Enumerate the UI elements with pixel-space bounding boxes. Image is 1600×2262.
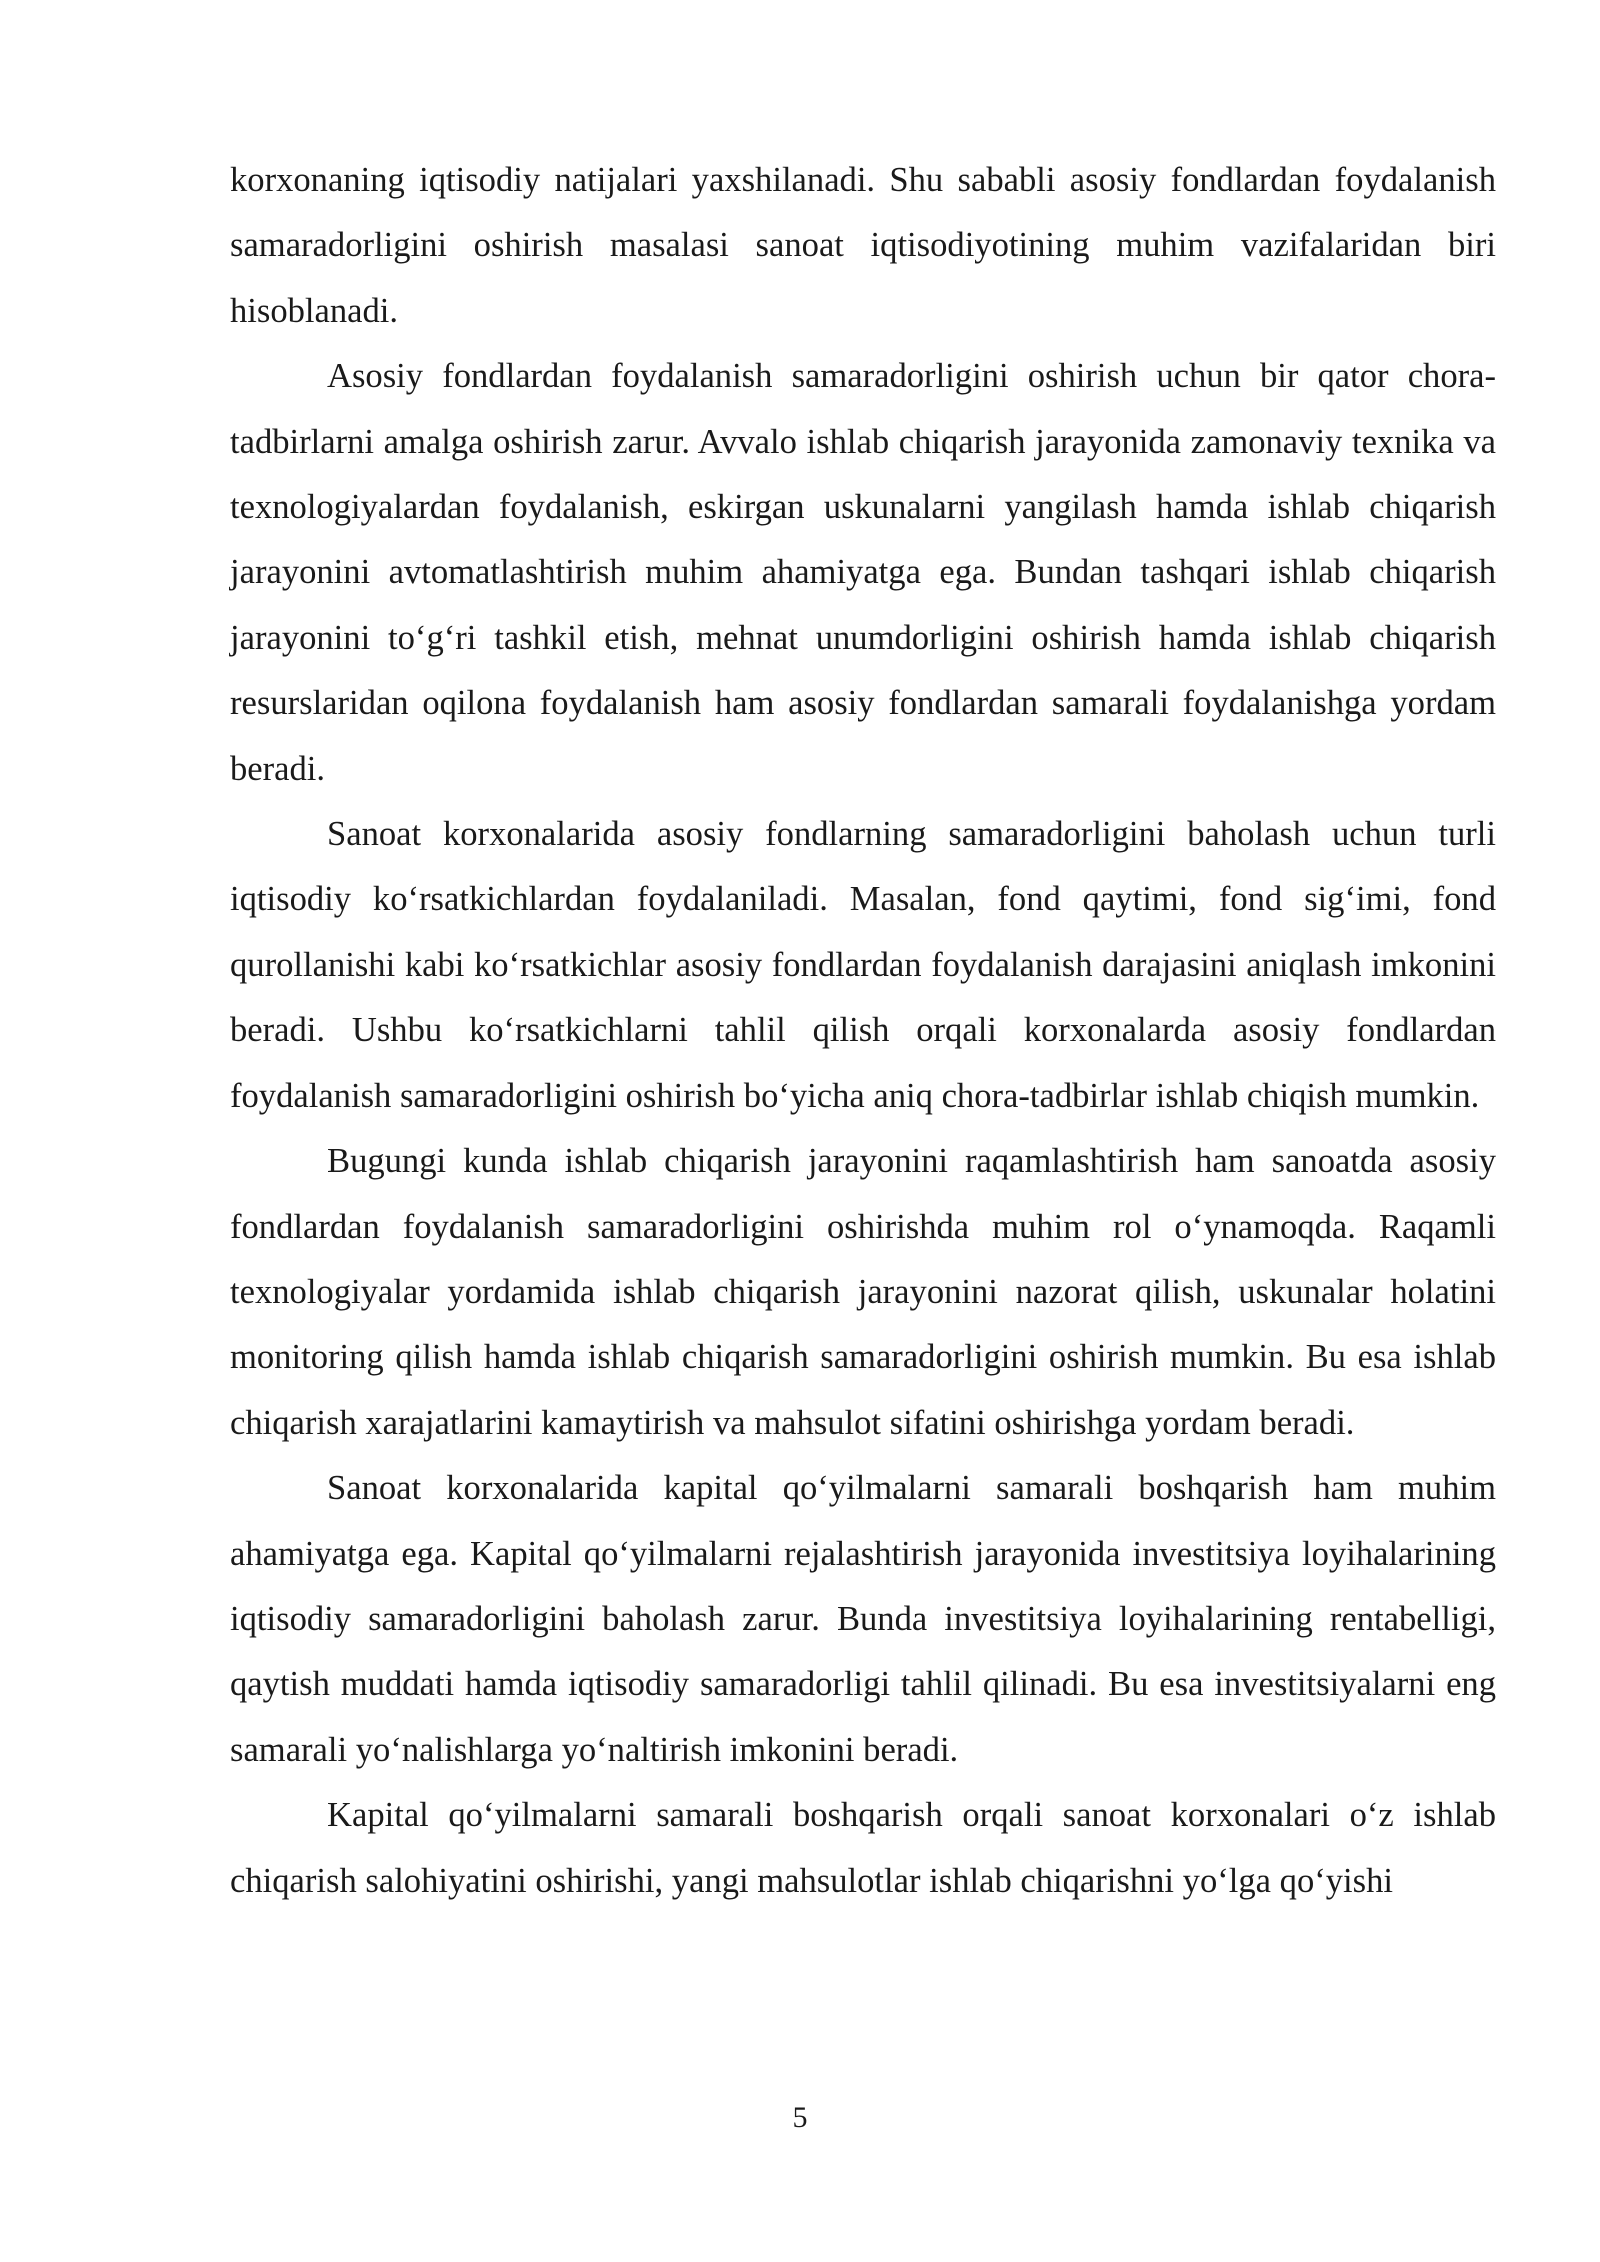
paragraph-continued: korxonaning iqtisodiy natijalari yaxshilanadi. Shu sababli asosiy fondlardan foydalanish samaradorligini oshirish masalasi sanoat iqtisodiyotining muhim vazifalaridan biri hisoblanadi. [230, 161, 1496, 330]
paragraph: Sanoat korxonalarida asosiy fondlarning samaradorligini baholash uchun turli iqtisodiy ko‘rsatkichlardan foydalaniladi. Masalan, fond qaytimi, fond sig‘imi, fond qurollanishi kabi ko‘rsatkichlar asosiy fondlardan foydalanish darajasini aniqlash imkonini beradi. Ushbu ko‘rsatkichlarni tahlil qilish orqali korxonalarda asosiy fondlardan foydalanish samaradorligini oshirish bo‘yicha aniq chora-tadbirlar ishlab chiqish mumkin. [230, 815, 1496, 1115]
paragraph: Bugungi kunda ishlab chiqarish jarayonini raqamlashtirish ham sanoatda asosiy fondlardan foydalanish samaradorligini oshirishda muhim rol o‘ynamoqda. Raqamli texnologiyalar yordamida ishlab chiqarish jarayonini nazorat qilish, uskunalar holatini monitoring qilish hamda ishlab chiqarish samaradorligini oshirish mumkin. Bu esa ishlab chiqarish xarajatlarini kamaytirish va mahsulot sifatini oshirishga yordam beradi. [230, 1142, 1496, 1442]
paragraph: Kapital qo‘yilmalarni samarali boshqarish orqali sanoat korxonalari o‘z ishlab chiqarish salohiyatini oshirishi, yangi mahsulotlar ishlab chiqarishni yo‘lga qo‘yishi [230, 1796, 1496, 1900]
page-number: 5 [792, 2101, 808, 2134]
paragraph: Sanoat korxonalarida kapital qo‘yilmalarni samarali boshqarish ham muhim ahamiyatga ega. Kapital qo‘yilmalarni rejalashtirish jarayonida investitsiya loyihalarining iqtisodiy samaradorligini baholash zarur. Bunda investitsiya loyihalarining rentabelligi, qaytish muddati hamda iqtisodiy samaradorligi tahlil qilinadi. Bu esa investitsiyalarni eng samarali yo‘nalishlarga yo‘naltirish imkonini beradi. [230, 1469, 1496, 1769]
paragraph: Asosiy fondlardan foydalanish samaradorligini oshirish uchun bir qator chora-tadbirlarni amalga oshirish zarur. Avvalo ishlab chiqarish jarayonida zamonaviy texnika va texnologiyalardan foydalanish, eskirgan uskunalarni yangilash hamda ishlab chiqarish jarayonini avtomatlashtirish muhim ahamiyatga ega. Bundan tashqari ishlab chiqarish jarayonini to‘g‘ri tashkil etish, mehnat unumdorligini oshirish hamda ishlab chiqarish resurslaridan oqilona foydalanish ham asosiy fondlardan samarali foydalanishga yordam beradi. [230, 357, 1496, 788]
body-text [230, 148, 1496, 1914]
